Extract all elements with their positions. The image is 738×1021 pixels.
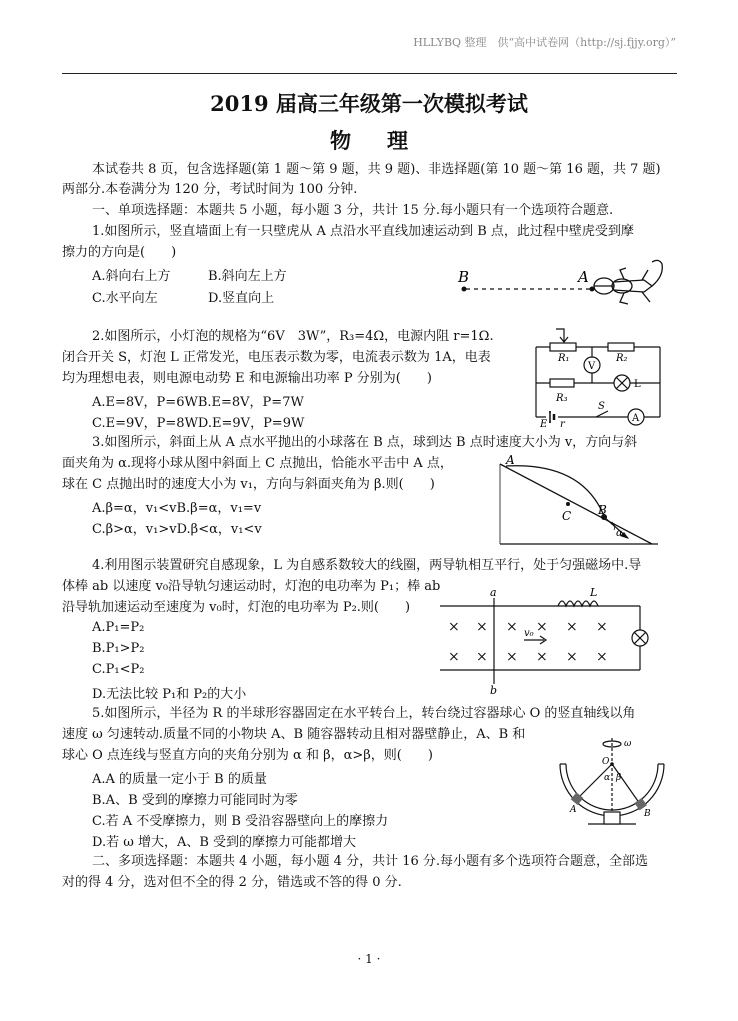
header-rule [62,73,677,74]
section-2-line-2: 对的得 4 分，选对但不全的得 2 分，错选或不答的得 0 分. [62,875,402,890]
section-2-line-1: 二、多项选择题：本题共 4 小题，每小题 4 分，共计 16 分.每小题有多个选项符合题意，全部选 [92,854,649,869]
svg-text:×: × [448,619,460,635]
q4-option-b: B.P₁>P₂ [92,641,145,656]
q1-label-a: A [578,268,589,286]
q4-option-c: C.P₁<P₂ [92,662,145,677]
q3-label-b: B [598,503,607,517]
svg-text:×: × [536,649,548,665]
q1-label-b: B [458,268,470,286]
q1-gecko-figure [452,252,678,308]
q2-label-e: E [540,419,548,429]
page-number: · 1 · [357,952,381,966]
q5-line-2: 速度 ω 匀速转动.质量不同的小物块 A、B 随容器转动且相对器壁静止，A、B 和 [62,727,526,742]
q4-option-a: A.P₁=P₂ [92,620,145,635]
q4-induction-figure [440,584,662,696]
q5-option-b: B.A、B 受到的摩擦力可能同时为零 [92,793,298,808]
q4-option-d: D.无法比较 P₁和 P₂的大小 [92,687,247,702]
q2-label-s: S [598,401,605,412]
q3-label-c: C [562,509,572,523]
q2-line-1: 2.如图所示，小灯泡的规格为“6V 3W”，R₃=4Ω，电源内阻 r=1Ω. [92,329,494,344]
q2-circuit-figure [520,323,666,429]
q1-option-a: A.斜向右上方 [92,269,171,284]
q2-line-2: 闭合开关 S，灯泡 L 正常发光，电压表示数为零，电流表示数为 1A，电表 [62,350,491,365]
q1-option-d: D.竖直向上 [208,291,275,306]
q3-options-ab: A.β=α，v₁<vB.β=α，v₁=v [92,501,262,516]
q2-label-r2: R₂ [616,353,628,364]
q2-label-l: L [634,379,641,390]
q1-line-1: 1.如图所示，竖直墙面上有一只壁虎从 A 点沿水平直线加速运动到 B 点，此过程中壁虎受到摩 [92,224,634,239]
q5-option-d: D.若 ω 增大，A、B 受到的摩擦力可能都增大 [92,835,357,850]
q4-label-b: b [490,684,498,696]
svg-text:×: × [476,619,488,635]
q3-incline-figure [492,452,664,548]
q1-line-2: 擦力的方向是( ) [62,245,177,260]
q5-label-alpha: α [604,773,611,783]
q1-option-b: B.斜向左上方 [208,269,287,284]
q5-line-1: 5.如图所示，半径为 R 的半球形容器固定在水平转台上，转台绕过容器球心 O 的竖直轴线以角 [92,706,636,721]
svg-text:×: × [596,649,608,665]
q5-label-beta: β [616,773,622,783]
q5-line-3: 球心 O 点连线与竖直方向的夹角分别为 α 和 β，α>β，则( ) [62,748,433,763]
q2-label-r3: R₃ [556,393,568,404]
q4-line-2: 体棒 ab 以速度 v₀沿导轨匀速运动时，灯泡的电功率为 P₁；棒 ab [62,579,441,594]
q3-line-1: 3.如图所示，斜面上从 A 点水平抛出的小球落在 B 点，球到达 B 点时速度大小为 v，方向与斜 [92,435,638,450]
svg-text:×: × [448,649,460,665]
exam-subject: 物理 [330,128,444,153]
q5-label-b: B [644,809,651,819]
q5-label-omega: ω [624,739,632,749]
q3-label-alpha: α [616,528,623,539]
q2-label-r: r [560,419,565,429]
q4-label-l: L [590,586,598,599]
section-1-heading: 一、单项选择题：本题共 5 小题，每小题 3 分，共计 15 分.每小题只有一个选项符合题意. [92,203,614,218]
intro-line-2: 两部分.本卷满分为 120 分，考试时间为 100 分钟. [62,182,358,197]
q2-label-r1: R₁ [558,353,570,364]
q5-label-o: O [602,757,610,767]
q2-options-cd: C.E=9V，P=8WD.E=9V，P=9W [92,416,305,431]
svg-text:×: × [476,649,488,665]
q2-line-3: 均为理想电表，则电源电动势 E 和电源输出功率 P 分别为( ) [62,371,432,386]
q5-option-c: C.若 A 不受摩擦力，则 B 受沿容器壁向上的摩擦力 [92,814,389,829]
svg-text:×: × [566,619,578,635]
q3-line-2: 面夹角为 α.现将小球从图中斜面上 C 点抛出，恰能水平击中 A 点， [62,456,453,471]
voltmeter-icon: V [588,361,596,372]
svg-text:×: × [596,619,608,635]
q5-hemisphere-figure [558,734,668,830]
q3-options-cd: C.β>α，v₁>vD.β<α，v₁<v [92,522,262,537]
exam-title: 2019 届高三年级第一次模拟考试 [210,91,528,116]
q1-option-c: C.水平向左 [92,291,158,306]
svg-text:×: × [566,649,578,665]
q3-line-3: 球在 C 点抛出时的速度大小为 v₁，方向与斜面夹角为 β.则( ) [62,477,435,492]
q4-label-v0: v₀ [524,628,534,639]
svg-text:×: × [506,619,518,635]
svg-text:×: × [506,649,518,665]
page-header: HLLYBQ 整理 供“高中试卷网（http://sj.fjjy.org）” [413,36,676,49]
svg-text:×: × [536,619,548,635]
gecko-icon [594,260,662,304]
q3-label-a: A [506,453,515,467]
q2-options-ab: A.E=8V，P=6WB.E=8V，P=7W [92,395,304,410]
q4-line-1: 4.利用图示装置研究自感现象，L 为自感系数较大的线圈，两导轨相互平行，处于匀强磁场中.导 [92,558,642,573]
q5-option-a: A.A 的质量一定小于 B 的质量 [92,772,267,787]
ammeter-icon: A [632,413,640,424]
q5-label-a: A [570,805,577,815]
q4-label-a: a [490,586,497,599]
q4-line-3: 沿导轨加速运动至速度为 v₀时，灯泡的电功率为 P₂.则( ) [62,600,411,615]
intro-line-1: 本试卷共 8 页，包含选择题(第 1 题～第 9 题，共 9 题)、非选择题(第 10 题～第 16 题，共 7 题) [92,162,661,177]
